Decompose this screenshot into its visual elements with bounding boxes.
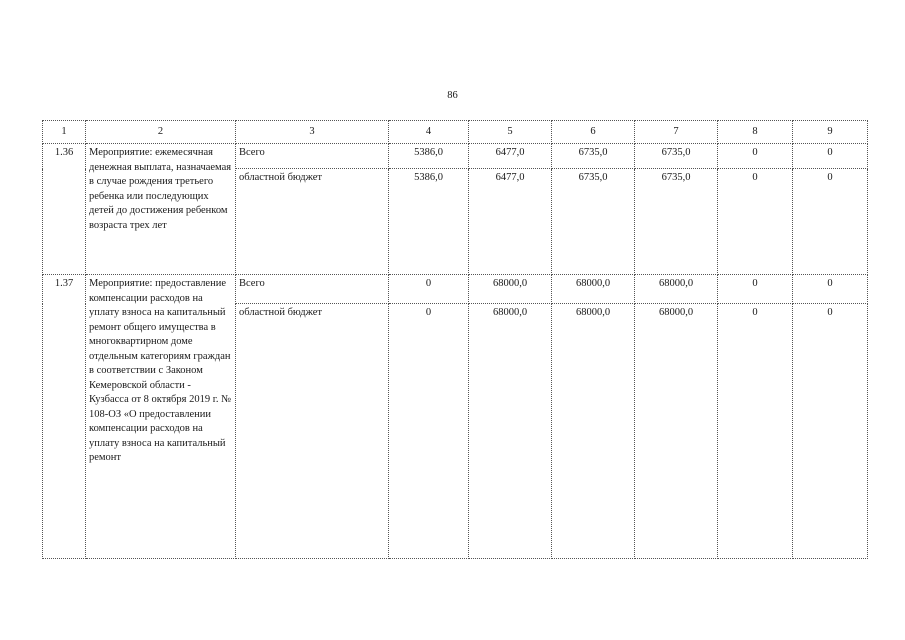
value-cell: 0 (793, 144, 868, 169)
value-cell: 0 (718, 169, 793, 275)
table-header-row (43, 121, 868, 144)
value-cell: 68000,0 (469, 275, 552, 304)
column-header: 1 (43, 121, 86, 144)
funding-source: областной бюджет (236, 169, 389, 275)
value-cell: 68000,0 (552, 275, 635, 304)
funding-source: Всего (236, 275, 389, 304)
value-cell: 6735,0 (552, 169, 635, 275)
value-cell: 0 (793, 275, 868, 304)
table-row (43, 144, 868, 169)
column-header: 9 (793, 121, 868, 144)
value-cell: 0 (718, 144, 793, 169)
value-cell: 6735,0 (552, 144, 635, 169)
column-header: 5 (469, 121, 552, 144)
value-cell: 6735,0 (635, 169, 718, 275)
value-cell: 68000,0 (469, 304, 552, 559)
row-number: 1.36 (43, 144, 86, 275)
row-number: 1.37 (43, 275, 86, 559)
value-cell: 6735,0 (635, 144, 718, 169)
page-number: 86 (447, 90, 458, 101)
value-cell: 0 (793, 169, 868, 275)
budget-table (42, 120, 868, 559)
value-cell: 68000,0 (635, 304, 718, 559)
column-header: 2 (86, 121, 236, 144)
value-cell: 5386,0 (389, 169, 469, 275)
funding-source: Всего (236, 144, 389, 169)
table-row (43, 275, 868, 304)
value-cell: 6477,0 (469, 144, 552, 169)
column-header: 8 (718, 121, 793, 144)
value-cell: 0 (389, 275, 469, 304)
value-cell: 0 (718, 304, 793, 559)
value-cell: 68000,0 (635, 275, 718, 304)
column-header: 3 (236, 121, 389, 144)
value-cell: 0 (718, 275, 793, 304)
column-header: 6 (552, 121, 635, 144)
value-cell: 5386,0 (389, 144, 469, 169)
value-cell: 6477,0 (469, 169, 552, 275)
measure-name: Мероприятие: ежемесячная денежная выплата, назначаемая в случае рождения третьего ребенка или последующих детей до достижения ребенком возраста трех лет (86, 144, 236, 275)
funding-source: областной бюджет (236, 304, 389, 559)
value-cell: 0 (793, 304, 868, 559)
value-cell: 68000,0 (552, 304, 635, 559)
measure-name: Мероприятие: предоставление компенсации расходов на уплату взноса на капитальный ремонт общего имущества в многоквартирном доме отдельным категориям граждан в соответствии с Законом Кемеровской области - Кузбасса от 8 октября 2019 г. № 108-ОЗ «О предоставлении компенсации расходов на уплату взноса на капитальный ремонт (86, 275, 236, 559)
column-header: 7 (635, 121, 718, 144)
column-header: 4 (389, 121, 469, 144)
value-cell: 0 (389, 304, 469, 559)
